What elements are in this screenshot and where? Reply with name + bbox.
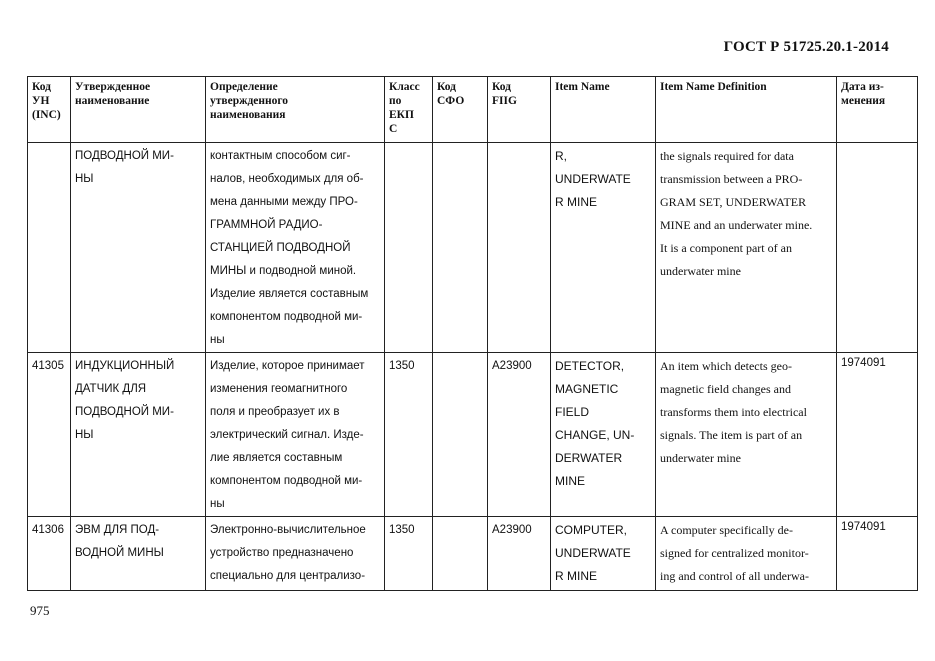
text-line: FIELD <box>555 405 590 419</box>
text-line: наименования <box>210 109 286 121</box>
cell-approved-name <box>71 517 206 591</box>
cell-item-name <box>551 143 656 353</box>
text-line: (INC) <box>32 109 61 121</box>
text-line: MAGNETIC <box>555 382 619 396</box>
text-line: Класс <box>389 81 420 93</box>
cell-change-date <box>837 143 918 353</box>
document-standard-number: ГОСТ Р 51725.20.1-2014 <box>723 39 889 55</box>
cell-change-date: 1974091 <box>837 517 918 591</box>
text-line: MINE <box>555 474 585 488</box>
text-line: наименование <box>75 95 150 107</box>
text-line: Изделие является составным <box>210 288 369 300</box>
text-line: It is a component part of an <box>660 241 792 255</box>
text-line: R, <box>555 149 567 163</box>
cell-approved-name <box>71 143 206 353</box>
cell-item-name <box>551 353 656 517</box>
text-line: Электронно-вычислительное <box>210 524 366 536</box>
text-line: С <box>389 123 398 135</box>
text-line: R MINE <box>555 195 597 209</box>
cell-item-name-definition <box>656 517 837 591</box>
table-row <box>28 517 918 591</box>
cell-fiig-code: A23900 <box>488 517 551 591</box>
text-line: UNDERWATE <box>555 546 631 560</box>
cell-change-date: 1974091 <box>837 353 918 517</box>
text-line: Код <box>492 81 512 93</box>
item-name-table <box>27 76 918 591</box>
text-line: компонентом подводной ми- <box>210 311 363 323</box>
text-line: ИНДУКЦИОННЫЙ <box>75 360 175 372</box>
text-line: поля и преобразует их в <box>210 406 340 418</box>
text-line: устройство предназначено <box>210 547 354 559</box>
column-header-sfo-code <box>433 77 488 143</box>
table-header-row <box>28 77 918 143</box>
cell-name-definition <box>206 143 385 353</box>
text-line: электрический сигнал. Изде- <box>210 429 364 441</box>
column-header-ekps-class <box>385 77 433 143</box>
cell-ekps-class <box>385 143 433 353</box>
text-line: изменения геомагнитного <box>210 383 348 395</box>
text-line: СТАНЦИЕЙ ПОДВОДНОЙ <box>210 242 351 254</box>
text-line: компонентом подводной ми- <box>210 475 363 487</box>
text-line: magnetic field changes and <box>660 382 791 396</box>
cell-inc-code: 41306 <box>28 517 71 591</box>
cell-sfo-code <box>433 353 488 517</box>
text-line: signed for centralized monitor- <box>660 546 809 560</box>
text-line: утвержденного <box>210 95 289 107</box>
text-line: Дата из- <box>841 81 884 93</box>
text-line: ЕКП <box>389 109 414 121</box>
text-line: DERWATER <box>555 451 623 465</box>
text-line: signals. The item is part of an <box>660 428 803 442</box>
column-header-inc-code <box>28 77 71 143</box>
cell-name-definition <box>206 517 385 591</box>
cell-sfo-code <box>433 143 488 353</box>
text-line: менения <box>841 95 886 107</box>
text-line: Утвержденное <box>75 81 151 93</box>
text-line: the signals required for data <box>660 149 794 163</box>
table-row <box>28 143 918 353</box>
text-line: ны <box>210 498 225 510</box>
text-line: СФО <box>437 95 465 107</box>
column-header-fiig-code <box>488 77 551 143</box>
cell-item-name <box>551 517 656 591</box>
text-line: МИНЫ и подводной миной. <box>210 265 357 277</box>
cell-sfo-code <box>433 517 488 591</box>
cell-ekps-class: 1350 <box>385 517 433 591</box>
text-line: R MINE <box>555 569 597 583</box>
text-line: transforms them into electrical <box>660 405 807 419</box>
text-line: underwater mine <box>660 451 741 465</box>
text-line: специально для централизо- <box>210 570 366 582</box>
column-header-name-definition <box>206 77 385 143</box>
cell-item-name-definition <box>656 143 837 353</box>
text-line: Item Name <box>555 81 610 93</box>
text-line: ГРАММНОЙ РАДИО- <box>210 219 323 231</box>
text-line: Изделие, которое принимает <box>210 360 365 372</box>
text-line: Код <box>437 81 457 93</box>
text-line: ЭВМ ДЛЯ ПОД- <box>75 524 160 536</box>
text-line: по <box>389 95 402 107</box>
text-line: ПОДВОДНОЙ МИ- <box>75 406 174 418</box>
cell-ekps-class: 1350 <box>385 353 433 517</box>
text-line: НЫ <box>75 429 94 441</box>
text-line: ДАТЧИК ДЛЯ <box>75 383 147 395</box>
text-line: лие является составным <box>210 452 343 464</box>
cell-approved-name <box>71 353 206 517</box>
text-line: ВОДНОЙ МИНЫ <box>75 547 164 559</box>
cell-inc-code <box>28 143 71 353</box>
text-line: ПОДВОДНОЙ МИ- <box>75 150 174 162</box>
text-line: Определение <box>210 81 278 93</box>
text-line: GRAM SET, UNDERWATER <box>660 195 807 209</box>
text-line: MINE and an underwater mine. <box>660 218 813 232</box>
cell-fiig-code: A23900 <box>488 353 551 517</box>
text-line: UNDERWATE <box>555 172 631 186</box>
text-line: An item which detects geo- <box>660 359 792 373</box>
column-header-approved-name <box>71 77 206 143</box>
text-line: underwater mine <box>660 264 741 278</box>
text-line: Код <box>32 81 52 93</box>
text-line: Item Name Definition <box>660 81 767 93</box>
page-number: 975 <box>30 603 50 618</box>
text-line: DETECTOR, <box>555 359 625 373</box>
cell-inc-code: 41305 <box>28 353 71 517</box>
text-line: A computer specifically de- <box>660 523 793 537</box>
cell-item-name-definition <box>656 353 837 517</box>
text-line: transmission between a PRO- <box>660 172 803 186</box>
text-line: УН <box>32 95 50 107</box>
text-line: НЫ <box>75 173 94 185</box>
text-line: ing and control of all underwa- <box>660 569 809 583</box>
text-line: CHANGE, UN- <box>555 428 635 442</box>
cell-fiig-code <box>488 143 551 353</box>
column-header-change-date <box>837 77 918 143</box>
text-line: контактным способом сиг- <box>210 150 351 162</box>
text-line: мена данными между ПРО- <box>210 196 358 208</box>
cell-name-definition <box>206 353 385 517</box>
column-header-item-name-definition <box>656 77 837 143</box>
text-line: FIIG <box>492 95 517 107</box>
text-line: ны <box>210 334 225 346</box>
text-line: COMPUTER, <box>555 523 627 537</box>
table-row <box>28 353 918 517</box>
text-line: налов, необходимых для об- <box>210 173 364 185</box>
column-header-item-name <box>551 77 656 143</box>
